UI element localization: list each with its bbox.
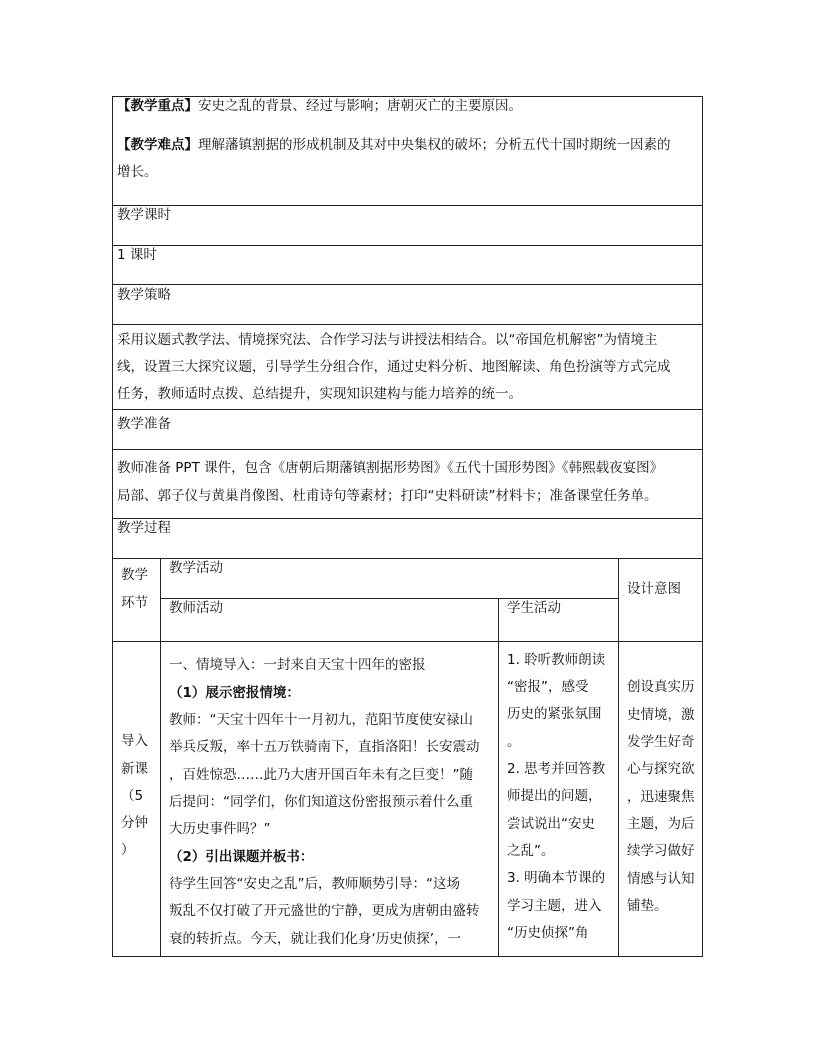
stage-line: 分钟 [121, 815, 148, 831]
student-line: 。 [507, 734, 521, 750]
period-heading: 教学课时 [117, 207, 171, 223]
teacher-line: 一、情境导入：一封来自天宝十四年的密报 [169, 657, 426, 673]
teacher-line: 后提问：“同学们，你们知道这份密报预示着什么重 [169, 794, 473, 810]
student-activity-header: 学生活动 [507, 600, 561, 616]
teaching-focus [117, 93, 522, 120]
intent-line: 发学生好奇 [627, 734, 695, 750]
row-divider [112, 324, 703, 325]
teacher-line: 举兵反叛，率十五万铁骑南下，直指洛阳！长安震动 [169, 739, 480, 755]
stage-line: ） [121, 842, 135, 858]
student-line: 学习主题，进入 [507, 898, 602, 914]
row-divider [112, 409, 703, 410]
teacher-line: 大历史事件吗？” [169, 821, 271, 837]
intent-line: 史情境，激 [627, 707, 695, 723]
stage-line: 导入 [121, 733, 148, 749]
intent-line: ，迅速聚焦 [627, 789, 695, 805]
teacher-line: 叛乱不仅打破了开元盛世的宁静，更成为唐朝由盛转 [169, 903, 480, 919]
intent-line: 情感与认知 [627, 871, 695, 887]
period-value: 1 课时 [117, 247, 157, 263]
col-divider [498, 598, 499, 957]
strategy-line: 采用议题式教学法、情境探究法、合作学习法与讲授法相结合。以“帝国危机解密”为情境主 [117, 332, 658, 348]
row-divider [112, 284, 703, 285]
row-divider [112, 518, 703, 519]
intent-line: 续学习做好 [627, 843, 695, 859]
student-line: 历史的紧张氛围 [507, 706, 602, 722]
teacher-line-bold: （2）引出课题并板书： [169, 849, 314, 865]
teacher-line: ，百姓惊恐……此乃大唐开国百年未有之巨变！”随 [169, 767, 473, 783]
activity-header: 教学活动 [169, 560, 223, 576]
preparation-heading: 教学准备 [117, 416, 171, 432]
stage-line: （5 [121, 788, 144, 804]
strategy-line: 任务，教师适时点拨、总结提升，实现知识建构与能力培养的统一。 [117, 386, 522, 402]
preparation-line: 教师准备 PPT 课件，包含《唐朝后期藩镇割据形势图》《五代十国形势图》《韩熙载夜宴图》 [117, 460, 664, 476]
focus-label: 【教学重点】 [117, 98, 198, 114]
preparation-line: 局部、郭子仪与黄巢肖像图、杜甫诗句等素材；打印“史料研读”材料卡；准备课堂任务单。 [117, 488, 658, 504]
intent-line: 主题，为后 [627, 816, 695, 832]
process-heading: 教学过程 [117, 520, 171, 536]
stage-line: 新课 [121, 761, 148, 777]
difficulty-text-line2: 增长。 [117, 164, 158, 180]
stage-header-line1: 教学 [121, 567, 148, 583]
col-divider [160, 558, 161, 957]
strategy-line: 线，设置三大探究议题，引导学生分组合作，通过史料分析、地图解读、角色扮演等方式完成 [117, 359, 671, 375]
strategy-heading: 教学策略 [117, 287, 171, 303]
difficulty-text-line1: 理解藩镇割据的形成机制及其对中央集权的破坏；分析五代十国时期统一因素的 [198, 137, 671, 153]
student-line: 师提出的问题， [507, 788, 602, 804]
student-line: 1. 聆听教师朗读 [507, 652, 606, 668]
teacher-line: 待学生回答“安史之乱”后，教师顺势引导：“这场 [169, 876, 460, 892]
intent-line: 铺垫。 [627, 898, 668, 914]
difficulty-label: 【教学难点】 [117, 137, 198, 153]
teacher-line-bold: （1）展示密报情境： [169, 685, 300, 701]
row-divider [112, 205, 703, 206]
stage-header-line2: 环节 [121, 595, 148, 611]
row-divider [112, 641, 703, 642]
student-line: “历史侦探”角 [507, 925, 589, 941]
col-divider [618, 558, 619, 957]
student-line: “密报”，感受 [507, 679, 589, 695]
intent-line: 创设真实历 [627, 679, 695, 695]
student-line: 尝试说出“安史 [507, 816, 595, 832]
design-intent-header: 设计意图 [627, 581, 681, 597]
student-line: 之乱”。 [507, 843, 555, 859]
teaching-difficulty [117, 132, 671, 159]
intent-line: 心与探究欲 [627, 761, 695, 777]
student-line: 2. 思考并回答教 [507, 761, 606, 777]
student-line: 3. 明确本节课的 [507, 870, 606, 886]
teacher-line: 教师：“天宝十四年十一月初九，范阳节度使安禄山 [169, 712, 473, 728]
row-divider [112, 245, 703, 246]
teacher-activity-header: 教师活动 [169, 600, 223, 616]
focus-text: 安史之乱的背景、经过与影响；唐朝灭亡的主要原因。 [198, 98, 522, 114]
teacher-line: 衰的转折点。今天，就让我们化身‘历史侦探’，一 [169, 931, 462, 947]
row-divider [112, 449, 703, 450]
